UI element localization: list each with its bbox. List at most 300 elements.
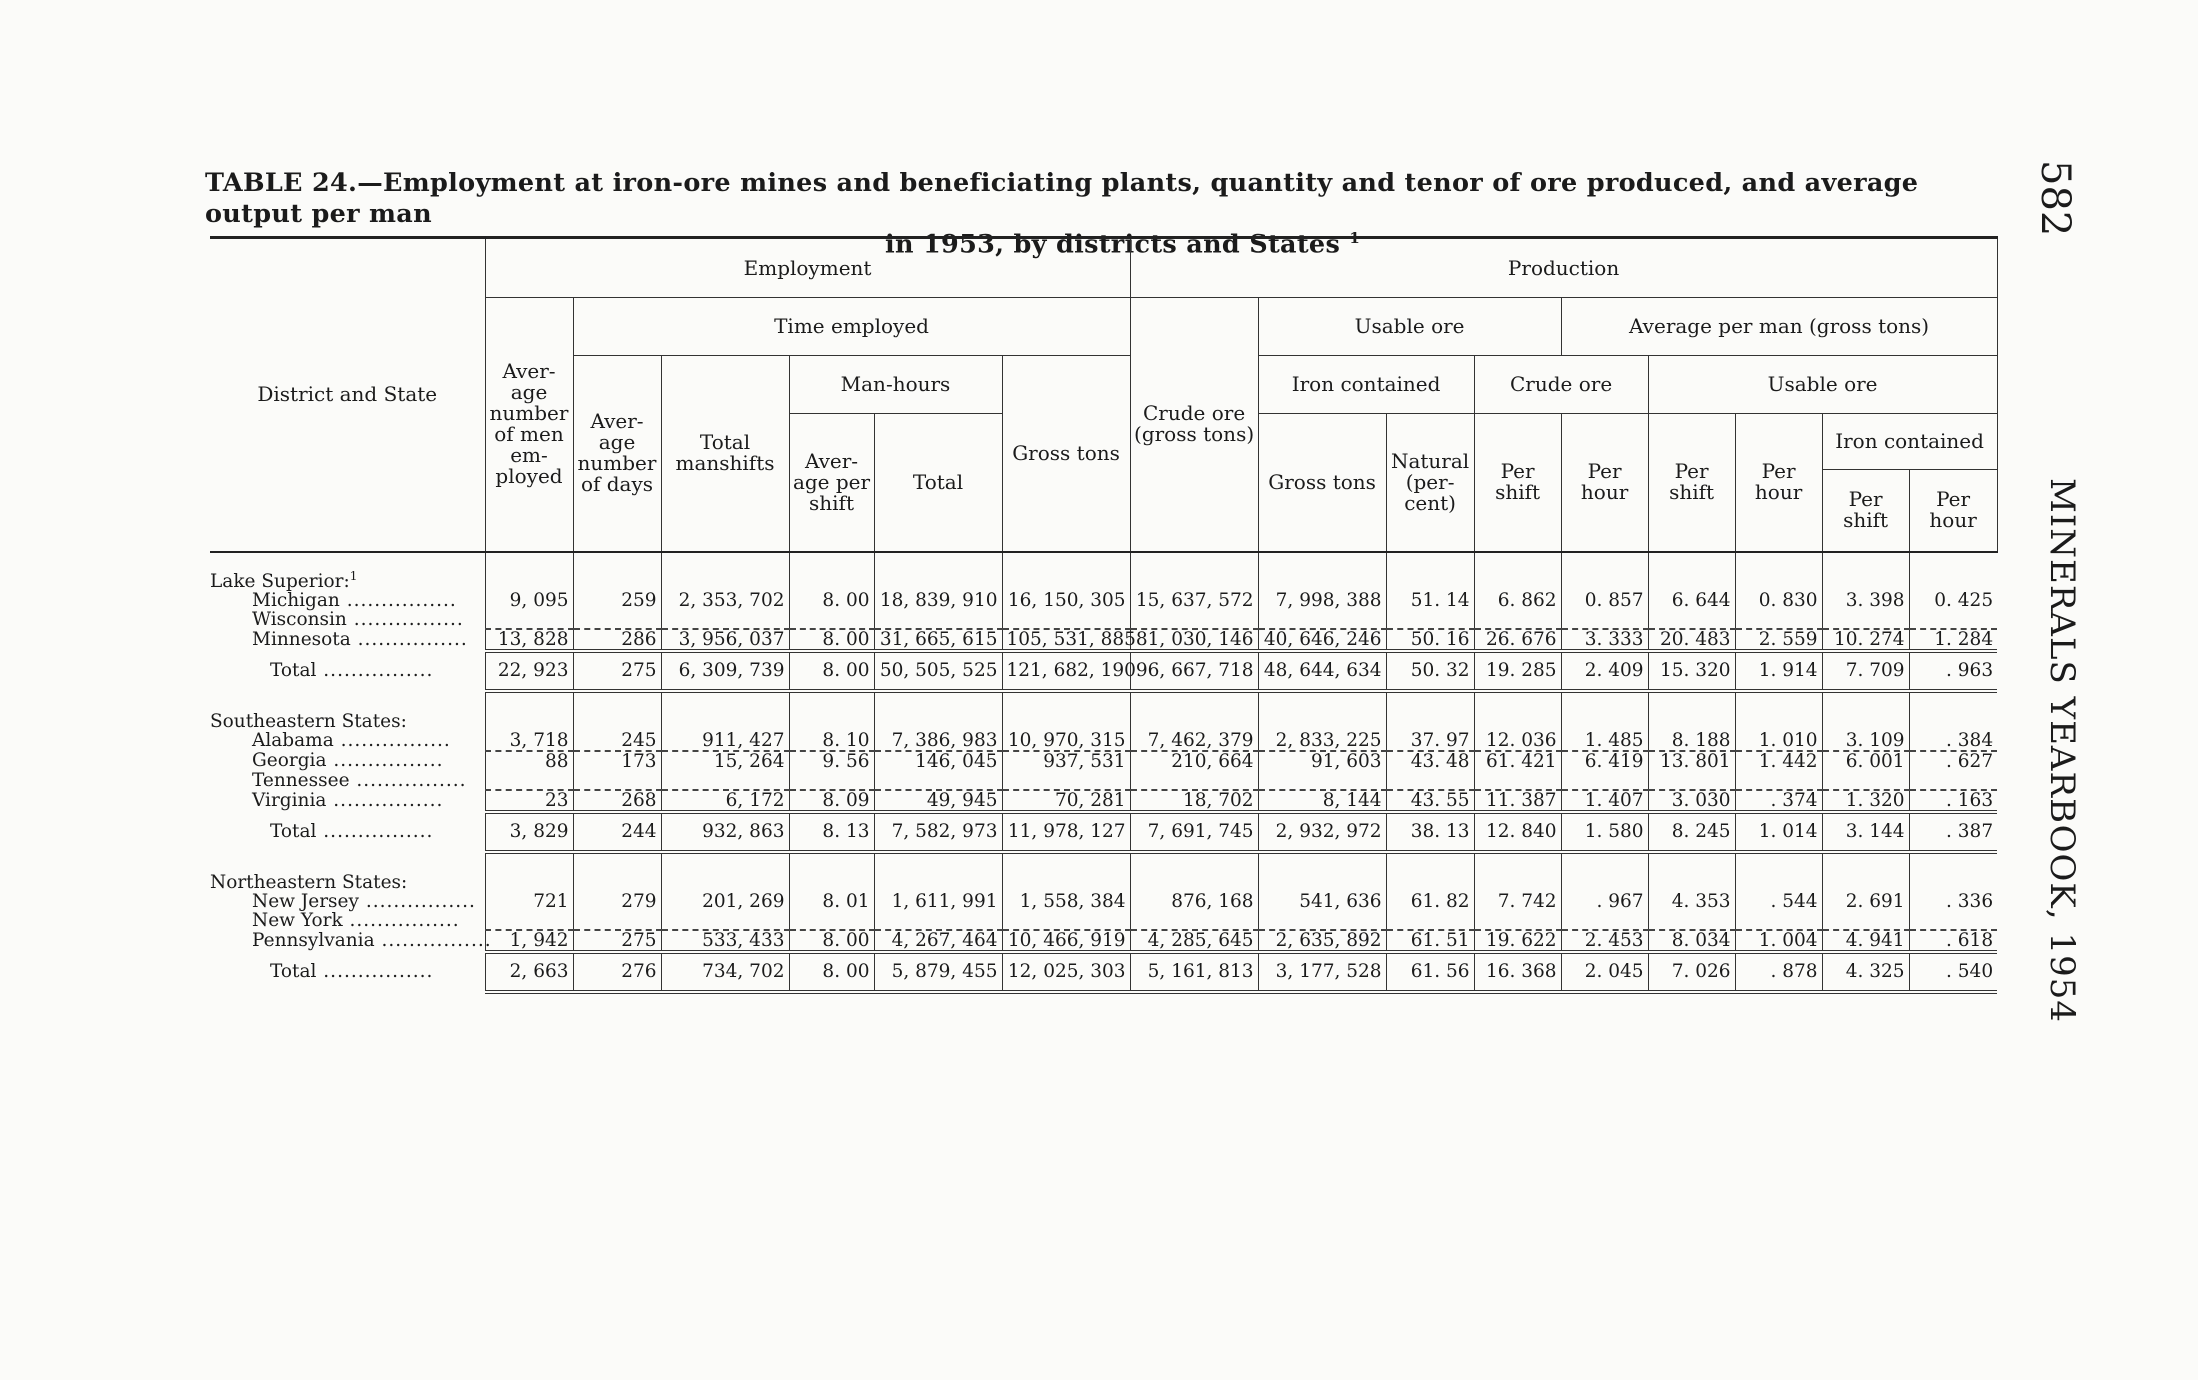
table-cell: [1735, 610, 1822, 629]
spacer-cell: [661, 691, 789, 703]
spacer-cell: [1130, 691, 1258, 703]
empty-cell: [874, 563, 1002, 591]
table-cell: 4. 941: [1822, 930, 1909, 952]
table-cell: [1258, 610, 1386, 629]
page-number: 582: [2032, 160, 2078, 237]
table-cell: 31, 665, 615: [874, 629, 1002, 651]
empty-cell: [1909, 703, 1997, 731]
total-row: [210, 651, 1997, 691]
table-cell: [1130, 610, 1258, 629]
table-cell: . 163: [1909, 790, 1997, 812]
state-name: [210, 790, 485, 812]
spacer-cell: [1561, 691, 1648, 703]
total-row: [210, 952, 1997, 992]
header-usable-gross-tons: Gross tons: [1002, 356, 1130, 552]
spacer-row: [210, 691, 1997, 703]
table-cell: [485, 610, 573, 629]
spacer-cell: [1909, 552, 1997, 563]
state-name: [210, 930, 485, 952]
table-cell: 10. 274: [1822, 629, 1909, 651]
state-label: Pennsylvania .....: [252, 930, 492, 951]
total-cell: 932, 863: [661, 812, 789, 852]
table-cell: 2, 353, 702: [661, 591, 789, 610]
employment-table: [210, 236, 1998, 994]
group-name: Lake Superior:: [210, 570, 350, 592]
total-cell: 121, 682, 190: [1002, 651, 1130, 691]
total-row: [210, 812, 1997, 852]
table-cell: 6. 001: [1822, 751, 1909, 771]
state-label: Wisconsin .....: [252, 609, 464, 630]
table-cell: 1. 284: [1909, 629, 1997, 651]
table-cell: 245: [573, 731, 661, 751]
header-avg-per-shift: Aver- age per shift: [789, 414, 874, 552]
table-cell: 10, 466, 919: [1002, 930, 1130, 952]
total-cell: 8. 00: [789, 651, 874, 691]
total-cell: 61. 56: [1386, 952, 1474, 992]
table-cell: 51. 14: [1386, 591, 1474, 610]
table-cell: [1561, 911, 1648, 930]
total-cell: 16. 368: [1474, 952, 1561, 992]
total-cell: 7, 582, 973: [874, 812, 1002, 852]
empty-cell: [1561, 703, 1648, 731]
total-cell: 2, 663: [485, 952, 573, 992]
table-cell: 8. 09: [789, 790, 874, 812]
table-cell: 2. 559: [1735, 629, 1822, 651]
empty-cell: [1822, 563, 1909, 591]
spacer-cell: [1258, 552, 1386, 563]
table-title-line1: TABLE 24.—Employment at iron-ore mines and beneficiating plants, quantity and tenor of ore produced, and average output per man: [205, 168, 1919, 229]
empty-cell: [789, 864, 874, 892]
table-row: [210, 629, 1997, 651]
table-cell: [1735, 911, 1822, 930]
table-cell: 50. 16: [1386, 629, 1474, 651]
table-cell: 4, 267, 464: [874, 930, 1002, 952]
table-cell: [573, 771, 661, 790]
spacer-cell: [874, 852, 1002, 864]
state-label: Georgia .....: [252, 750, 443, 771]
spacer-cell: [1002, 691, 1130, 703]
table-cell: 3. 398: [1822, 591, 1909, 610]
table-cell: 88: [485, 751, 573, 771]
spacer-cell: [1386, 552, 1474, 563]
header-total-manshifts: Total manshifts: [661, 356, 789, 552]
table-row: [210, 591, 1997, 610]
spacer-cell: [485, 552, 573, 563]
spacer-cell: [661, 552, 789, 563]
empty-cell: [1909, 864, 1997, 892]
empty-cell: [1002, 864, 1130, 892]
total-cell: 96, 667, 718: [1130, 651, 1258, 691]
state-label: New York .....: [252, 910, 460, 931]
empty-cell: [1474, 703, 1561, 731]
table-cell: . 544: [1735, 892, 1822, 911]
empty-cell: [1648, 703, 1735, 731]
header-iron-contained: Iron contained: [1258, 356, 1474, 414]
state-name: [210, 731, 485, 751]
table-cell: [1258, 911, 1386, 930]
spacer-row: [210, 852, 1997, 864]
spacer-cell: [210, 852, 485, 864]
table-cell: [1561, 610, 1648, 629]
table-cell: 37. 97: [1386, 731, 1474, 751]
empty-cell: [661, 563, 789, 591]
table-cell: 201, 269: [661, 892, 789, 911]
table-cell: 18, 839, 910: [874, 591, 1002, 610]
table-cell: [1561, 771, 1648, 790]
table-cell: [1474, 771, 1561, 790]
total-cell: 11, 978, 127: [1002, 812, 1130, 852]
total-cell: . 878: [1735, 952, 1822, 992]
spacer-cell: [789, 552, 874, 563]
total-cell: 7. 026: [1648, 952, 1735, 992]
table-cell: [1648, 610, 1735, 629]
table-cell: [661, 610, 789, 629]
table-cell: 8. 10: [789, 731, 874, 751]
empty-cell: [874, 703, 1002, 731]
table-cell: [661, 771, 789, 790]
table-cell: 49, 945: [874, 790, 1002, 812]
table-cell: 19. 622: [1474, 930, 1561, 952]
total-cell: 15. 320: [1648, 651, 1735, 691]
header-avg-days: Aver- age number of days: [573, 356, 661, 552]
spacer-cell: [1648, 552, 1735, 563]
empty-cell: [573, 703, 661, 731]
spacer-cell: [485, 852, 573, 864]
spacer-cell: [1474, 852, 1561, 864]
table-cell: [1909, 771, 1997, 790]
table-cell: [1909, 911, 1997, 930]
spacer-cell: [210, 552, 485, 563]
empty-cell: [1735, 703, 1822, 731]
header-avg-men: Aver- age number of men em- ployed: [485, 298, 573, 552]
header-iron-per-hour: Per hour: [1909, 470, 1997, 552]
table-cell: 6. 862: [1474, 591, 1561, 610]
table-cell: 2. 691: [1822, 892, 1909, 911]
spacer-cell: [1735, 852, 1822, 864]
table-cell: [1648, 911, 1735, 930]
table-cell: 8. 00: [789, 591, 874, 610]
table-cell: [874, 610, 1002, 629]
table-cell: [1822, 610, 1909, 629]
empty-cell: [1735, 563, 1822, 591]
spacer-cell: [874, 552, 1002, 563]
table-cell: [789, 911, 874, 930]
empty-cell: [1258, 864, 1386, 892]
table-cell: 0. 857: [1561, 591, 1648, 610]
spacer-cell: [789, 691, 874, 703]
table-cell: 6, 172: [661, 790, 789, 812]
table-cell: . 384: [1909, 731, 1997, 751]
total-cell: 4. 325: [1822, 952, 1909, 992]
empty-cell: [1474, 864, 1561, 892]
table-cell: 13, 828: [485, 629, 573, 651]
spacer-cell: [1735, 552, 1822, 563]
spacer-cell: [874, 691, 1002, 703]
table-cell: 0. 425: [1909, 591, 1997, 610]
total-cell: . 540: [1909, 952, 1997, 992]
empty-cell: [1735, 864, 1822, 892]
spacer-cell: [1822, 552, 1909, 563]
table-cell: 8. 00: [789, 930, 874, 952]
table-cell: 9. 56: [789, 751, 874, 771]
table-cell: 3, 718: [485, 731, 573, 751]
spacer-cell: [1909, 691, 1997, 703]
total-label: [210, 651, 485, 691]
spacer-cell: [1561, 552, 1648, 563]
table-cell: 7, 386, 983: [874, 731, 1002, 751]
table-cell: [874, 771, 1002, 790]
table-cell: 210, 664: [1130, 751, 1258, 771]
header-crude-per-hour: Per hour: [1561, 414, 1648, 552]
spacer-cell: [573, 852, 661, 864]
spacer-cell: [1909, 852, 1997, 864]
table-cell: 876, 168: [1130, 892, 1258, 911]
header-crude-per-shift: Per shift: [1474, 414, 1561, 552]
table-cell: 15, 264: [661, 751, 789, 771]
table-cell: 10, 970, 315: [1002, 731, 1130, 751]
table-cell: [485, 911, 573, 930]
table-cell: 81, 030, 146: [1130, 629, 1258, 651]
table-cell: [485, 771, 573, 790]
table-cell: 26. 676: [1474, 629, 1561, 651]
empty-cell: [1561, 864, 1648, 892]
table-row: [210, 771, 1997, 790]
table-row: [210, 751, 1997, 771]
state-name: [210, 591, 485, 610]
state-label: Michigan .....: [252, 590, 457, 611]
empty-cell: [874, 864, 1002, 892]
table-cell: 1. 407: [1561, 790, 1648, 812]
spacer-cell: [1474, 691, 1561, 703]
table-cell: [1822, 911, 1909, 930]
empty-cell: [1822, 703, 1909, 731]
table-cell: 3. 030: [1648, 790, 1735, 812]
table-cell: 1, 942: [485, 930, 573, 952]
group-name: Northeastern States:: [210, 871, 408, 893]
table-cell: 279: [573, 892, 661, 911]
table-cell: [1130, 911, 1258, 930]
table-cell: 16, 150, 305: [1002, 591, 1130, 610]
table-cell: 1, 558, 384: [1002, 892, 1130, 911]
running-head: MINERALS YEARBOOK, 1954: [2042, 478, 2082, 1023]
empty-cell: [1909, 563, 1997, 591]
header-man-hours-total: Total: [874, 414, 1002, 552]
table-cell: 18, 702: [1130, 790, 1258, 812]
empty-cell: [485, 703, 573, 731]
table-cell: 8. 188: [1648, 731, 1735, 751]
table-cell: 7, 998, 388: [1258, 591, 1386, 610]
empty-cell: [1386, 864, 1474, 892]
state-name: [210, 892, 485, 911]
total-label: [210, 952, 485, 992]
table-title-line2: in 1953, by districts and States $^1$: [885, 229, 1361, 260]
state-label: Alabama .....: [252, 730, 451, 751]
spacer-cell: [1258, 852, 1386, 864]
table-cell: [1258, 771, 1386, 790]
table-row: [210, 790, 1997, 812]
table-cell: 91, 603: [1258, 751, 1386, 771]
table-cell: 911, 427: [661, 731, 789, 751]
table-cell: 3, 956, 037: [661, 629, 789, 651]
table-cell: [1735, 771, 1822, 790]
empty-cell: [1822, 864, 1909, 892]
empty-cell: [1002, 563, 1130, 591]
table-cell: 12. 036: [1474, 731, 1561, 751]
spacer-cell: [1002, 852, 1130, 864]
table-cell: 43. 55: [1386, 790, 1474, 812]
table-cell: 61. 82: [1386, 892, 1474, 911]
state-label: Minnesota .....: [252, 629, 468, 650]
table-cell: [1386, 771, 1474, 790]
spacer-cell: [661, 852, 789, 864]
total-cell: 8. 13: [789, 812, 874, 852]
table-cell: 1, 611, 991: [874, 892, 1002, 911]
table-cell: 533, 433: [661, 930, 789, 952]
empty-cell: [789, 703, 874, 731]
table-cell: 286: [573, 629, 661, 651]
table-cell: 20. 483: [1648, 629, 1735, 651]
table-cell: 23: [485, 790, 573, 812]
table-cell: [874, 911, 1002, 930]
table-cell: [1386, 610, 1474, 629]
table-cell: 146, 045: [874, 751, 1002, 771]
table-row: [210, 731, 1997, 751]
title-footnote-mark: 1: [1349, 229, 1361, 248]
header-employment: Employment: [485, 238, 1130, 298]
table-cell: 721: [485, 892, 573, 911]
total-cell: 8. 00: [789, 952, 874, 992]
spacer-cell: [1474, 552, 1561, 563]
table-cell: 2, 635, 892: [1258, 930, 1386, 952]
table-cell: [1002, 610, 1130, 629]
state-label: New Jersey .....: [252, 891, 476, 912]
table-cell: 1. 004: [1735, 930, 1822, 952]
header-crude-ore: Crude ore (gross tons): [1130, 298, 1258, 552]
total-cell: . 963: [1909, 651, 1997, 691]
table-cell: [1002, 911, 1130, 930]
table-cell: . 967: [1561, 892, 1648, 911]
spacer-row: [210, 552, 1997, 563]
table-cell: [789, 610, 874, 629]
header-apm-iron-contained: Iron contained: [1822, 414, 1997, 470]
header-man-hours: Man-hours: [789, 356, 1002, 414]
empty-cell: [1130, 563, 1258, 591]
total-cell: 19. 285: [1474, 651, 1561, 691]
table-cell: 2, 833, 225: [1258, 731, 1386, 751]
empty-cell: [1386, 703, 1474, 731]
spacer-cell: [1648, 852, 1735, 864]
table-row: [210, 911, 1997, 930]
empty-cell: [661, 703, 789, 731]
table-cell: [1386, 911, 1474, 930]
header-avg-per-man: Average per man (gross tons): [1561, 298, 1997, 356]
table-cell: 173: [573, 751, 661, 771]
empty-cell: [1474, 563, 1561, 591]
total-cell: 2. 045: [1561, 952, 1648, 992]
empty-cell: [789, 563, 874, 591]
state-label: Tennessee .....: [252, 770, 467, 791]
state-label: Virginia .....: [252, 790, 443, 811]
header-apm-crude-ore: Crude ore: [1474, 356, 1648, 414]
spacer-cell: [573, 552, 661, 563]
group-heading-row: [210, 703, 1997, 731]
table-cell: 8, 144: [1258, 790, 1386, 812]
header-usable-ore: Usable ore: [1258, 298, 1561, 356]
empty-cell: [1002, 703, 1130, 731]
table-cell: 4. 353: [1648, 892, 1735, 911]
table-cell: 7. 742: [1474, 892, 1561, 911]
total-text: Total .....: [270, 961, 433, 982]
total-cell: 50. 32: [1386, 651, 1474, 691]
spacer-cell: [1002, 552, 1130, 563]
total-cell: 38. 13: [1386, 812, 1474, 852]
total-cell: 5, 161, 813: [1130, 952, 1258, 992]
group-heading-row: [210, 864, 1997, 892]
total-text: Total .....: [270, 660, 433, 681]
table-cell: [1648, 771, 1735, 790]
spacer-cell: [1822, 691, 1909, 703]
total-text: Total .....: [270, 821, 433, 842]
total-cell: 2, 932, 972: [1258, 812, 1386, 852]
table-cell: 61. 51: [1386, 930, 1474, 952]
spacer-cell: [1735, 691, 1822, 703]
total-cell: 48, 644, 634: [1258, 651, 1386, 691]
table-cell: [1474, 610, 1561, 629]
table-cell: [573, 911, 661, 930]
empty-cell: [573, 864, 661, 892]
table-cell: 4, 285, 645: [1130, 930, 1258, 952]
empty-cell: [485, 563, 573, 591]
total-cell: 6, 309, 739: [661, 651, 789, 691]
table-cell: . 336: [1909, 892, 1997, 911]
empty-cell: [1258, 703, 1386, 731]
total-cell: 1. 914: [1735, 651, 1822, 691]
total-cell: 7, 691, 745: [1130, 812, 1258, 852]
header-district-state: District and State: [210, 238, 485, 552]
total-cell: 2. 409: [1561, 651, 1648, 691]
total-cell: 734, 702: [661, 952, 789, 992]
header-time-employed: Time employed: [573, 298, 1130, 356]
table-cell: 6. 644: [1648, 591, 1735, 610]
table-cell: [1474, 911, 1561, 930]
table-cell: . 627: [1909, 751, 1997, 771]
header-iron-natural-percent: Natural (per- cent): [1386, 414, 1474, 552]
total-cell: 3. 144: [1822, 812, 1909, 852]
empty-cell: [1386, 563, 1474, 591]
table-cell: [1909, 610, 1997, 629]
group-heading: [210, 703, 485, 731]
table-cell: 937, 531: [1002, 751, 1130, 771]
total-cell: 12, 025, 303: [1002, 952, 1130, 992]
total-cell: 3, 177, 528: [1258, 952, 1386, 992]
state-name: [210, 629, 485, 651]
empty-cell: [1258, 563, 1386, 591]
table-cell: 0. 830: [1735, 591, 1822, 610]
table-body: [210, 552, 1997, 992]
table-cell: 1. 442: [1735, 751, 1822, 771]
table-cell: 3. 333: [1561, 629, 1648, 651]
table-cell: 7, 462, 379: [1130, 731, 1258, 751]
table-cell: 1. 485: [1561, 731, 1648, 751]
spacer-cell: [573, 691, 661, 703]
table-cell: 1. 320: [1822, 790, 1909, 812]
table-header: [210, 238, 1997, 552]
total-cell: 276: [573, 952, 661, 992]
empty-cell: [1130, 864, 1258, 892]
spacer-cell: [1386, 691, 1474, 703]
state-name: [210, 911, 485, 930]
header-production: Production: [1130, 238, 1997, 298]
